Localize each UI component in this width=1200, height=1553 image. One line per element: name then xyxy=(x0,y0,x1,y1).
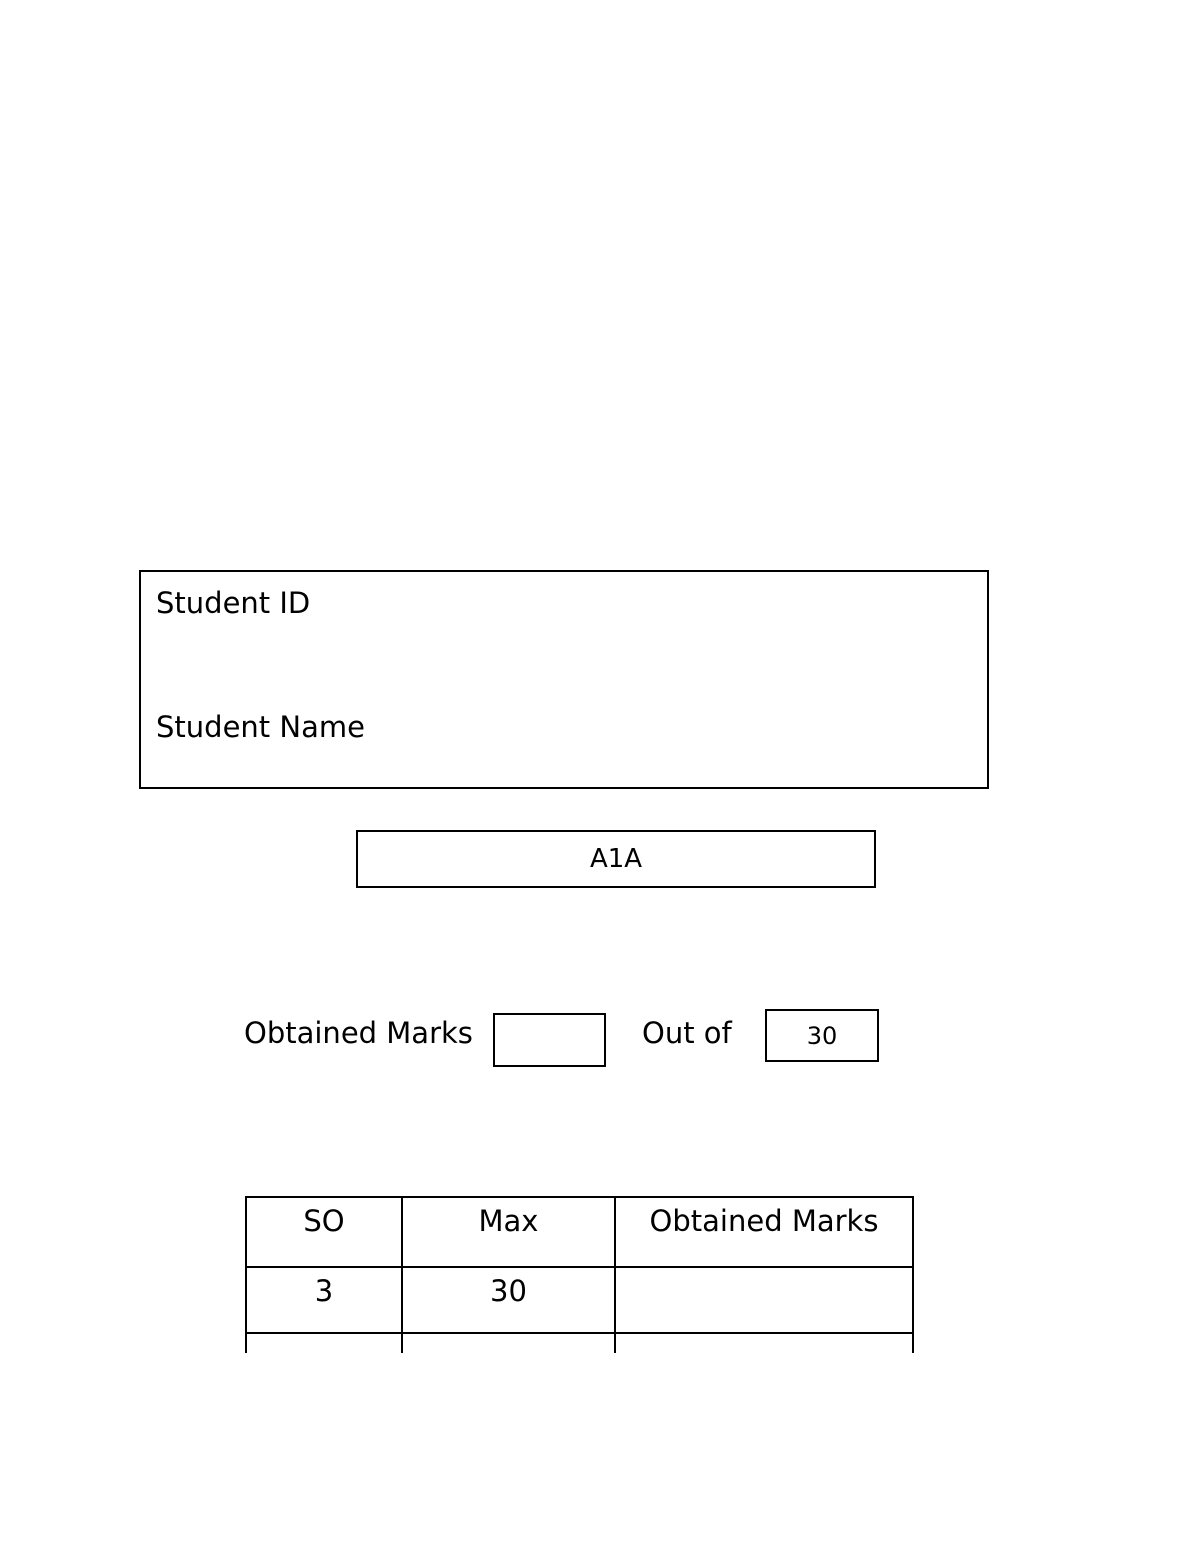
out-of-value: 30 xyxy=(806,1021,838,1050)
out-of-box xyxy=(765,1009,879,1062)
header-so: SO xyxy=(246,1197,402,1267)
student-id-label: Student ID xyxy=(156,586,311,620)
cell-so: 3 xyxy=(246,1267,402,1333)
obtained-marks-label: Obtained Marks xyxy=(244,1016,473,1050)
so-marks-table xyxy=(245,1196,914,1353)
out-of-label: Out of xyxy=(642,1016,732,1050)
assignment-code: A1A xyxy=(589,844,643,874)
student-name-label: Student Name xyxy=(156,710,365,744)
cell-empty xyxy=(402,1333,615,1353)
table-row-partial xyxy=(246,1333,913,1353)
table-row xyxy=(246,1267,913,1333)
student-info-box xyxy=(139,570,989,789)
cell-empty xyxy=(246,1333,402,1353)
header-max: Max xyxy=(402,1197,615,1267)
table-header-row xyxy=(246,1197,913,1267)
cell-max: 30 xyxy=(402,1267,615,1333)
cell-empty xyxy=(615,1333,913,1353)
assignment-code-box xyxy=(356,830,876,888)
cell-obtained-marks[interactable] xyxy=(615,1267,913,1333)
header-obtained-marks: Obtained Marks xyxy=(615,1197,913,1267)
obtained-marks-box[interactable] xyxy=(493,1013,606,1067)
